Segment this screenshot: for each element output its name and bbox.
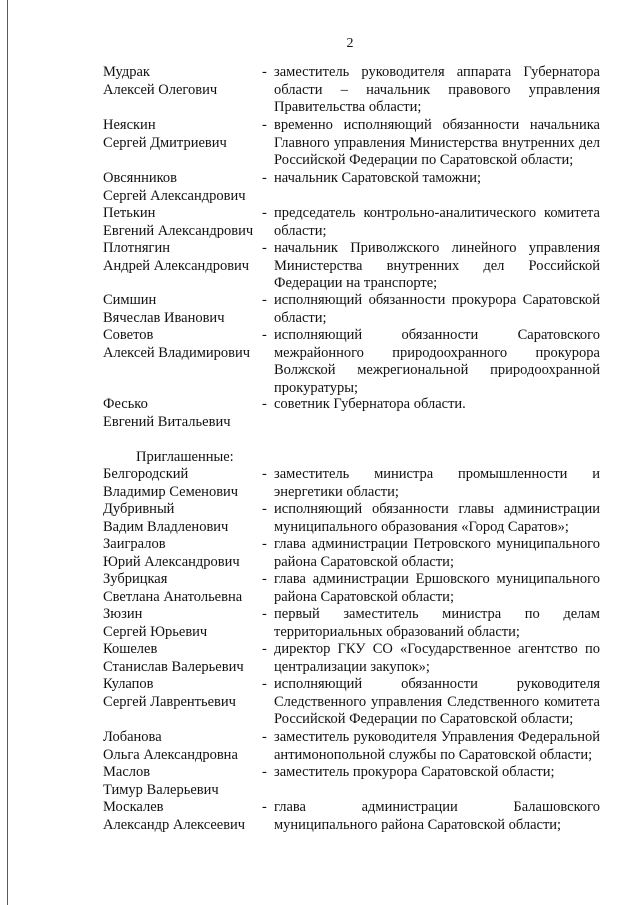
dash-separator: - [262, 729, 267, 745]
person-position: заместитель министра промышленности и энергетики области; [274, 466, 600, 500]
person-given-names: Алексей Олегович [103, 81, 218, 98]
person-name [103, 606, 263, 641]
person-given-names: Евгений Александрович [103, 222, 254, 239]
person-surname: Лобанова [103, 729, 162, 745]
dash-separator: - [262, 117, 267, 133]
dash-separator: - [262, 571, 267, 587]
dash-separator: - [262, 466, 267, 482]
person-given-names: Евгений Витальевич [103, 413, 231, 430]
person-given-names: Ольга Александровна [103, 746, 238, 763]
person-given-names: Владимир Семенович [103, 483, 239, 500]
person-surname: Дубривный [103, 501, 175, 517]
person-surname: Кошелев [103, 641, 158, 657]
person-name [103, 240, 263, 275]
person-given-names: Сергей Дмитриевич [103, 134, 227, 151]
person-given-names: Вячеслав Иванович [103, 309, 225, 326]
person-surname: Маслов [103, 764, 151, 780]
person-name [103, 501, 263, 536]
person-name [103, 536, 263, 571]
dash-separator: - [262, 240, 267, 256]
dash-separator: - [262, 327, 267, 343]
person-given-names: Сергей Лаврентьевич [103, 693, 236, 710]
person-surname: Фесько [103, 396, 148, 412]
person-surname: Петькин [103, 205, 156, 221]
dash-separator: - [262, 205, 267, 221]
person-name [103, 641, 263, 676]
person-name [103, 466, 263, 501]
person-surname: Мудрак [103, 64, 150, 80]
person-surname: Плотнягин [103, 240, 170, 256]
person-given-names: Сергей Юрьевич [103, 623, 208, 640]
dash-separator: - [262, 676, 267, 692]
dash-separator: - [262, 764, 267, 780]
person-position: исполняющий обязанности главы администрации муниципального образования «Город Саратов»; [274, 501, 600, 535]
dash-separator: - [262, 606, 267, 622]
person-surname: Зубрицкая [103, 571, 168, 587]
person-name [103, 292, 263, 327]
dash-separator: - [262, 501, 267, 517]
person-surname: Заигралов [103, 536, 166, 552]
person-position: начальник Приволжского линейного управления Министерства внутренних дел Российской Федерации на транспорте; [274, 240, 600, 291]
person-given-names: Светлана Анатольевна [103, 588, 243, 605]
person-name [103, 64, 263, 99]
person-name [103, 676, 263, 711]
page-number: 2 [346, 36, 354, 51]
person-given-names: Алексей Владимирович [103, 344, 251, 361]
person-position: глава администрации Петровского муниципального района Саратовской области; [274, 536, 600, 570]
person-surname: Овсянников [103, 170, 178, 186]
person-given-names: Александр Алексеевич [103, 816, 246, 833]
person-name [103, 170, 263, 205]
person-position: директор ГКУ СО «Государственное агентство по централизации закупок»; [274, 641, 600, 675]
person-position: советник Губернатора области. [274, 396, 466, 412]
dash-separator: - [262, 170, 267, 186]
person-name [103, 799, 263, 834]
person-surname: Советов [103, 327, 154, 343]
dash-separator: - [262, 536, 267, 552]
person-surname: Зюзин [103, 606, 143, 622]
person-surname: Москалев [103, 799, 164, 815]
person-position: заместитель прокурора Саратовской области; [274, 764, 555, 780]
person-given-names: Вадим Владленович [103, 518, 229, 535]
dash-separator: - [262, 799, 267, 815]
person-surname: Нeяскин [103, 117, 156, 133]
person-given-names: Сергей Александрович [103, 187, 246, 204]
person-given-names: Тимур Валерьевич [103, 781, 219, 798]
person-name [103, 117, 263, 152]
person-name [103, 729, 263, 764]
person-surname: Белгородский [103, 466, 189, 482]
section-heading: Приглашенные: [136, 449, 234, 465]
person-name [103, 327, 263, 362]
dash-separator: - [262, 396, 267, 412]
person-name [103, 396, 263, 431]
dash-separator: - [262, 292, 267, 308]
person-given-names: Станислав Валерьевич [103, 658, 244, 675]
person-position: первый заместитель министра по делам территориальных образований области; [274, 606, 600, 640]
person-given-names: Андрей Александрович [103, 257, 250, 274]
person-given-names: Юрий Александрович [103, 553, 240, 570]
person-position: исполняющий обязанности прокурора Саратовской области; [274, 292, 600, 326]
person-position: председатель контрольно-аналитического комитета области; [274, 205, 600, 239]
person-surname: Кулапов [103, 676, 154, 692]
person-position: заместитель руководителя Управления Федеральной антимонопольной службы по Саратовской области; [274, 729, 600, 763]
person-position: исполняющий обязанности Саратовского межрайонного природоохранного прокурора Волжской межрегиональной природоохранной прокуратуры; [274, 327, 600, 396]
person-name [103, 205, 263, 240]
person-surname: Симшин [103, 292, 157, 308]
person-name [103, 571, 263, 606]
dash-separator: - [262, 64, 267, 80]
person-position: начальник Саратовской таможни; [274, 170, 482, 186]
person-position: временно исполняющий обязанности начальника Главного управления Министерства внутренних дел Российской Федерации по Саратовской области; [274, 117, 600, 168]
dash-separator: - [262, 641, 267, 657]
scan-edge-line [7, 0, 8, 905]
person-position: глава администрации Балашовского муниципального района Саратовской области; [274, 799, 600, 833]
person-position: заместитель руководителя аппарата Губернатора области – начальник правового управления Правительства области; [274, 64, 600, 115]
person-position: глава администрации Ершовского муниципального района Саратовской области; [274, 571, 600, 605]
person-position: исполняющий обязанности руководителя Следственного управления Следственного комитета Российской Федерации по Саратовской области; [274, 676, 600, 727]
person-name [103, 764, 263, 799]
